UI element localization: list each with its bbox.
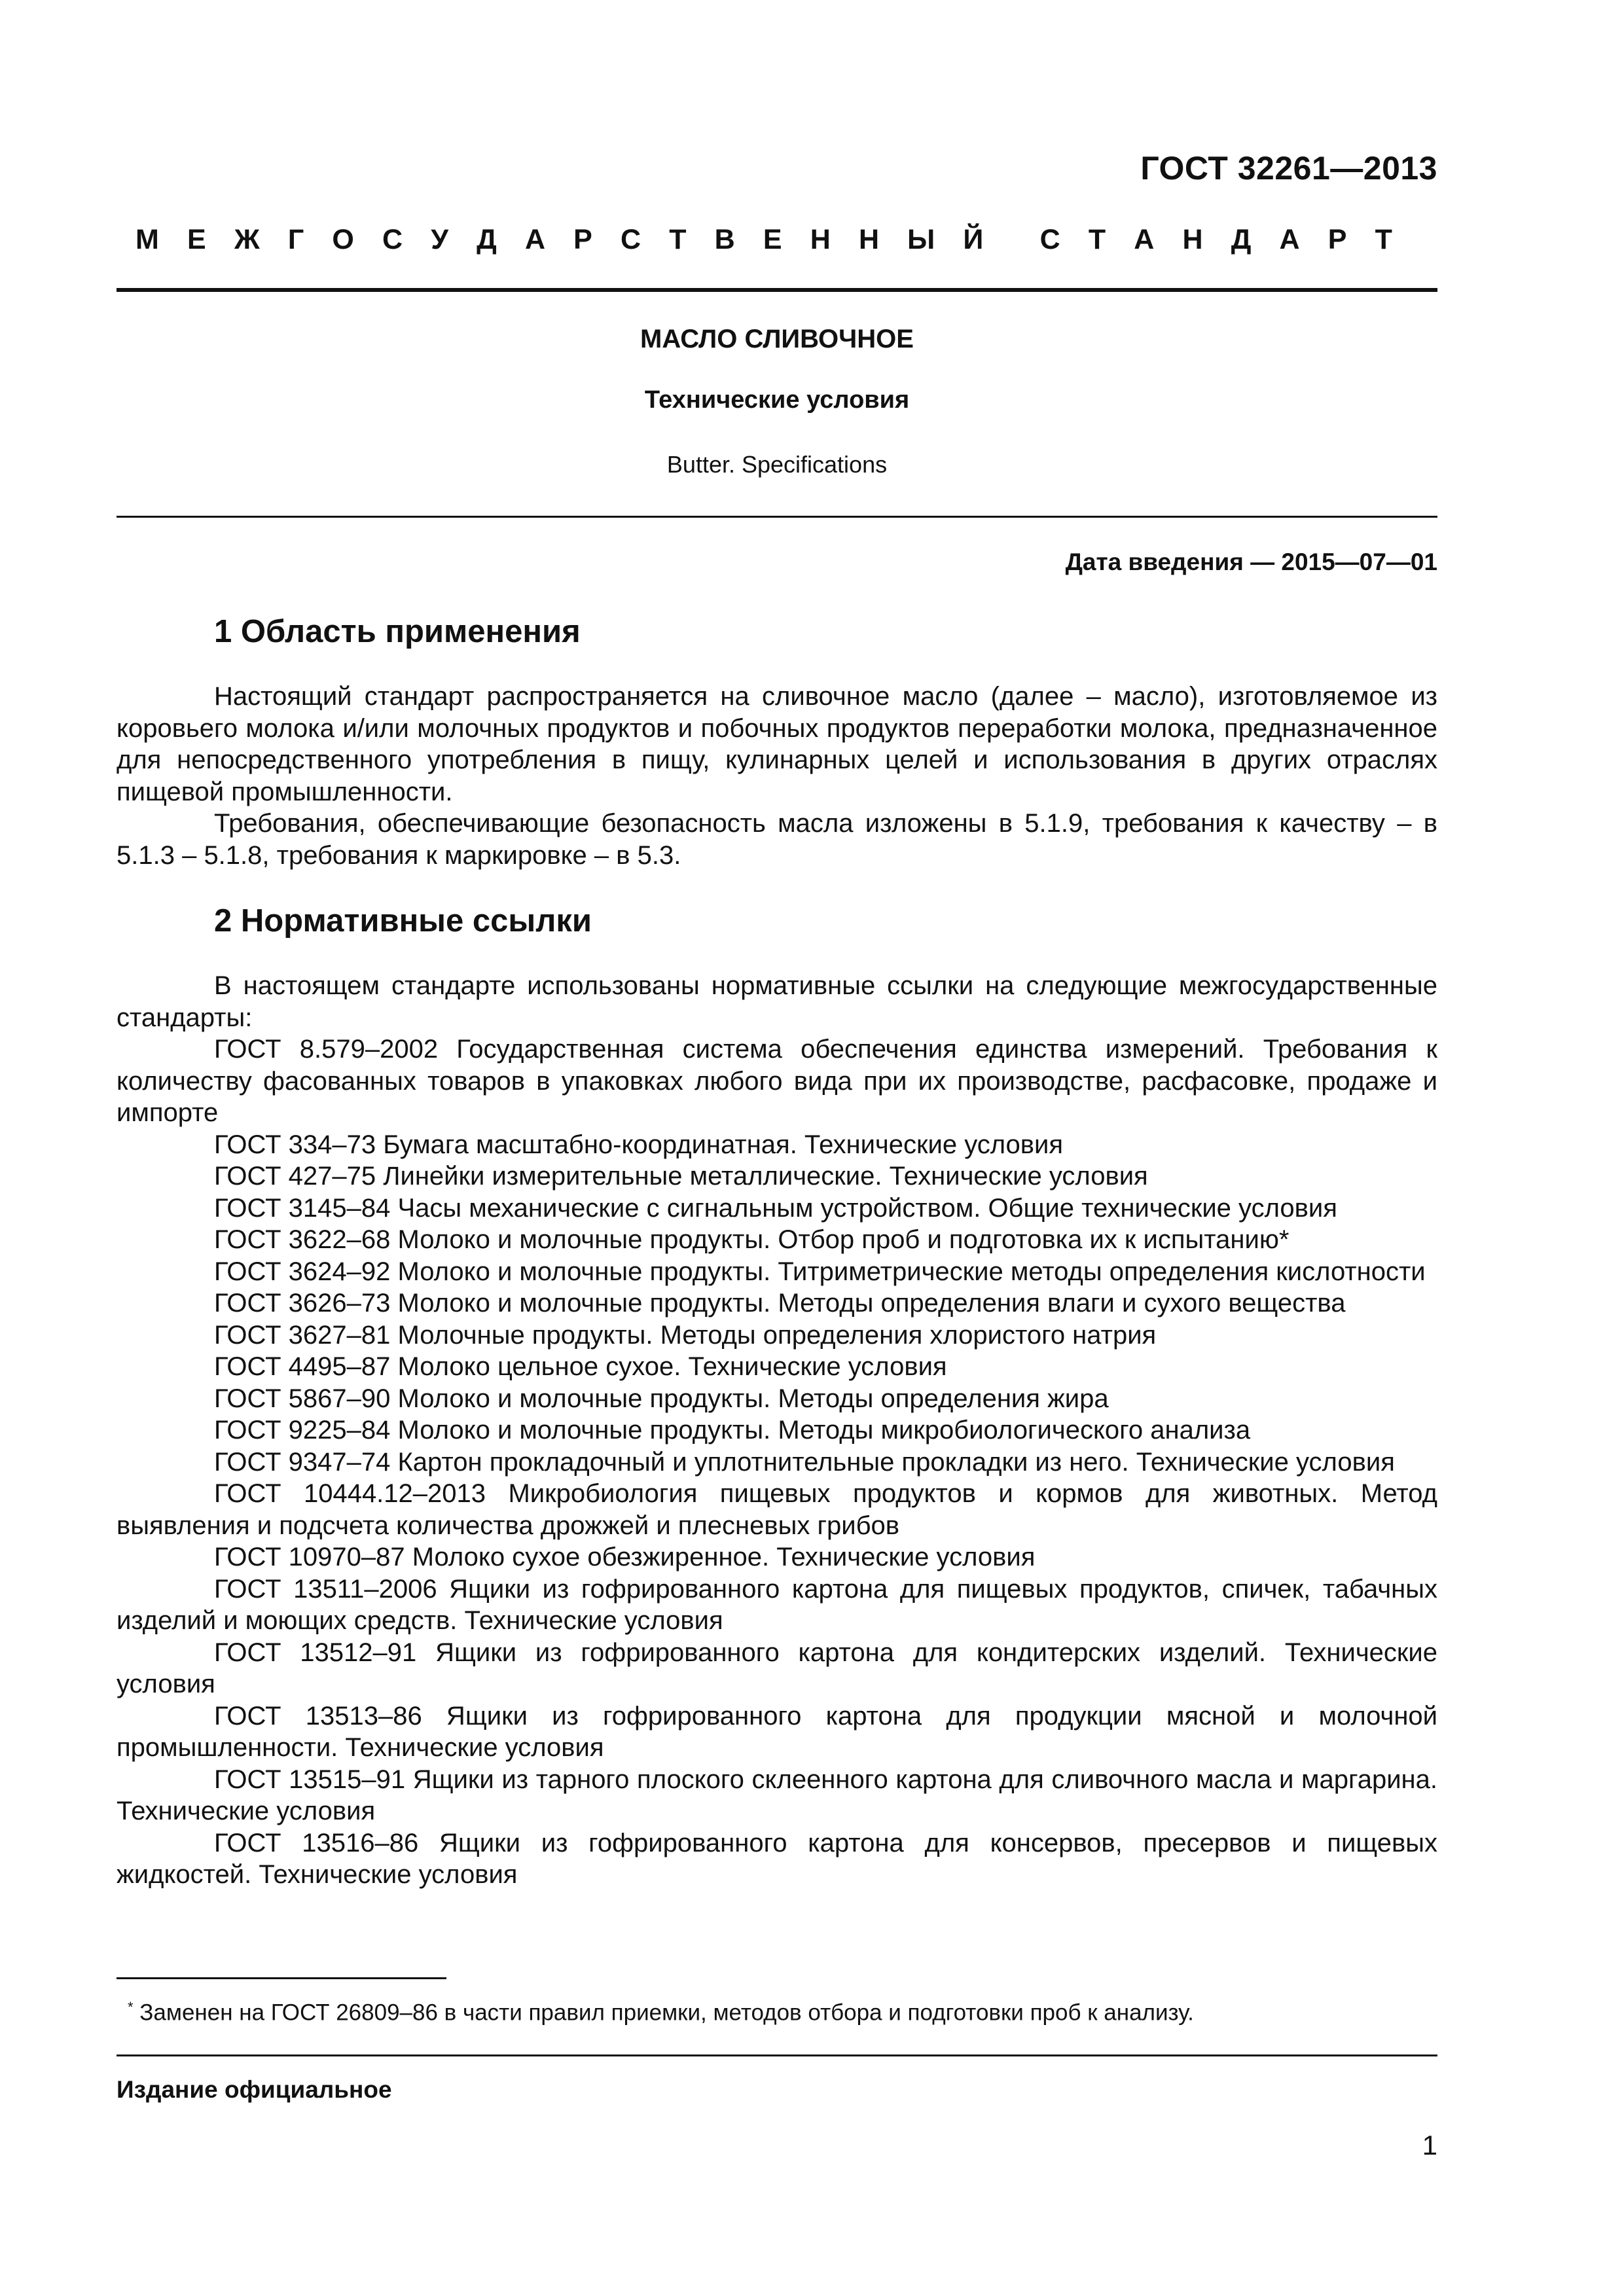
banner-letter: Ы <box>907 224 935 255</box>
banner-letter: Й <box>963 224 984 255</box>
banner-letter: А <box>524 224 545 255</box>
banner-letter: Н <box>1182 224 1203 255</box>
reference-item: ГОСТ 13512–91 Ящики из гофрированного картона для кондитерских изделий. Технические условия <box>117 1638 1437 1698</box>
document-subtitle: Технические условия <box>644 386 910 414</box>
footnote-text: Заменен на ГОСТ 26809–86 в части правил приемки, методов отбора и подготовки проб к анализу. <box>133 2000 1194 2026</box>
paragraph: Требования, обеспечивающие безопасность масла изложены в 5.1.9, требования к качеству – в 5.1.3 – 5.1.8, требования к маркировке – в 5.3. <box>117 809 1437 870</box>
reference-item: ГОСТ 427–75 Линейки измерительные металлические. Технические условия <box>214 1162 1148 1191</box>
reference-item: ГОСТ 4495–87 Молоко цельное сухое. Технические условия <box>214 1352 947 1381</box>
section-2-heading: 2 Нормативные ссылки <box>214 903 592 939</box>
edition-label: Издание официальное <box>117 2076 392 2103</box>
banner-letter: Т <box>1375 224 1392 255</box>
footer-divider <box>117 2054 1437 2056</box>
banner-letter: С <box>1039 224 1060 255</box>
section-1-body <box>117 681 1437 871</box>
reference-item: ГОСТ 9225–84 Молоко и молочные продукты. Методы микробиологического анализа <box>214 1416 1251 1444</box>
banner-letter: Ж <box>234 224 260 255</box>
banner-letter: Н <box>810 224 831 255</box>
reference-item: ГОСТ 5867–90 Молоко и молочные продукты. Методы определения жира <box>214 1384 1109 1413</box>
reference-item: ГОСТ 334–73 Бумага масштабно-координатная. Технические условия <box>214 1130 1064 1159</box>
banner-letter: Г <box>287 224 304 255</box>
section-1-heading: 1 Область применения <box>214 614 581 649</box>
reference-item: ГОСТ 8.579–2002 Государственная система обеспечения единства измерений. Требования к количеству фасованных товаров в упаковках любого вида при их производстве, расфасовке, продаже и импорте <box>117 1035 1437 1127</box>
section-2-body <box>117 970 1437 1891</box>
reference-item: ГОСТ 13516–86 Ящики из гофрированного картона для консервов, пресервов и пищевых жидкостей. Технические условия <box>117 1828 1437 1889</box>
banner-letter: Р <box>573 224 592 255</box>
banner-letter: Т <box>669 224 687 255</box>
paragraph: В настоящем стандарте использованы нормативные ссылки на следующие межгосударственные стандарты: <box>117 971 1437 1032</box>
banner-letter: С <box>621 224 641 255</box>
introduction-date: Дата введения — 2015—07—01 <box>1065 548 1437 575</box>
banner-letter: Д <box>1231 224 1252 255</box>
reference-item: ГОСТ 10444.12–2013 Микробиология пищевых продуктов и кормов для животных. Метод выявления и подсчета количества дрожжей и плесневых грибов <box>117 1479 1437 1540</box>
banner-letter: Е <box>763 224 782 255</box>
header-divider <box>117 288 1437 292</box>
banner-letter: Е <box>187 224 206 255</box>
reference-item: ГОСТ 9347–74 Картон прокладочный и уплотнительные прокладки из него. Технические условия <box>214 1447 1395 1477</box>
banner-letter: М <box>135 224 159 255</box>
reference-item: ГОСТ 13515–91 Ящики из тарного плоского склеенного картона для сливочного масла и маргарина. Технические условия <box>117 1765 1437 1825</box>
reference-item: ГОСТ 3622–68 Молоко и молочные продукты. Отбор проб и подготовка их к испытанию* <box>214 1225 1290 1254</box>
banner-letter: Д <box>477 224 497 255</box>
footnote-divider <box>117 1977 446 1979</box>
banner-letter: О <box>332 224 354 255</box>
title-divider <box>117 516 1437 518</box>
banner-letter: Н <box>858 224 879 255</box>
reference-item: ГОСТ 3626–73 Молоко и молочные продукты. Методы определения влаги и сухого вещества <box>214 1289 1346 1318</box>
standard-number: ГОСТ 32261—2013 <box>1140 150 1437 187</box>
reference-item: ГОСТ 3627–81 Молочные продукты. Методы определения хлористого натрия <box>214 1320 1157 1350</box>
reference-item: ГОСТ 3624–92 Молоко и молочные продукты. Титриметрические методы определения кислотности <box>214 1257 1426 1286</box>
reference-item: ГОСТ 10970–87 Молоко сухое обезжиренное. Технические условия <box>214 1543 1036 1571</box>
banner-letter: Р <box>1327 224 1347 255</box>
banner-letter: Т <box>1088 224 1106 255</box>
banner-letter: В <box>714 224 735 255</box>
paragraph: Настоящий стандарт распространяется на сливочное масло (далее – масло), изготовляемое из коровьего молока и/или молочных продуктов и побочных продуктов переработки молока, предназначенное для непосредственного употребления в пищу, кулинарных целей и использования в других отраслях пищевой промышленности. <box>117 682 1437 806</box>
reference-item: ГОСТ 13513–86 Ящики из гофрированного картона для продукции мясной и молочной промышленности. Технические условия <box>117 1701 1437 1762</box>
document-title-english: Butter. Specifications <box>666 451 888 478</box>
document-title: МАСЛО СЛИВОЧНОЕ <box>640 325 914 353</box>
reference-item: ГОСТ 13511–2006 Ящики из гофрированного картона для пищевых продуктов, спичек, табачных изделий и моющих средств. Технические условия <box>117 1574 1437 1635</box>
interstate-standard-banner <box>135 224 1392 256</box>
banner-letter: А <box>1134 224 1155 255</box>
reference-item: ГОСТ 3145–84 Часы механические с сигнальным устройством. Общие технические условия <box>214 1193 1337 1223</box>
footnote-mark: * <box>128 1999 134 2015</box>
banner-letter: С <box>382 224 403 255</box>
banner-letter: А <box>1279 224 1300 255</box>
page-number: 1 <box>1422 2130 1437 2161</box>
banner-letter: У <box>431 224 448 255</box>
footnote <box>128 1999 1194 2026</box>
